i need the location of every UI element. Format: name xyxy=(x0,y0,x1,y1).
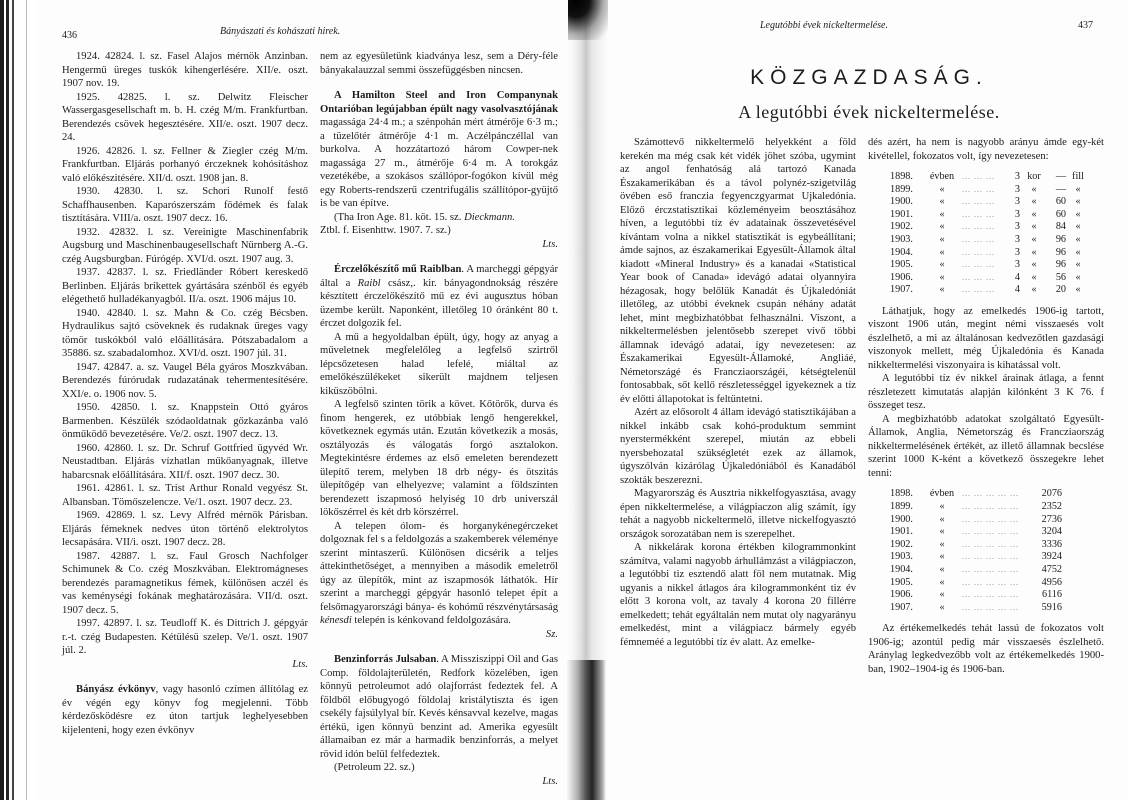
patent-entry: 1932. 42832. l. sz. Vereinigte Maschinenfabrik Augsburg und Maschinenbaugesellschaft Nürnberg A.-G. czég Augsburgban. Fúrógép. XVI/d. oszt. 1907 aug. 3. xyxy=(62,226,308,265)
value-row xyxy=(888,526,1064,539)
leader-dots: ... ... ... ... ... xyxy=(962,489,1019,499)
year-unit: « xyxy=(939,233,945,245)
year-unit: « xyxy=(939,208,945,220)
korona-unit: « xyxy=(1031,221,1037,233)
article-paragraph: Láthatjuk, hogy az emelkedés 1906-ig tartott, viszont 1906 után, megint némi visszaesés volt észlelhető, a mi az általánosan kedvezőtlen gazdasági viszonyok mellett, még Újkaledónia és Kanada nikkeltermelési viszonyaira is kihatással volt. xyxy=(868,305,1104,371)
right-column-1 xyxy=(620,136,856,649)
year-unit: « xyxy=(939,551,945,563)
leader-dots: ... ... ... xyxy=(962,209,995,219)
value-row xyxy=(888,589,1064,602)
production-value: 6116 xyxy=(1042,589,1062,601)
filler-value: 60 xyxy=(1055,208,1066,220)
leader-dots: ... ... ... ... ... xyxy=(962,565,1019,574)
hamilton-text: magassága 24·4 m.; a szénpohán mért átmérője 6·3 m.; a tüzelőtér átmérője 4·1 m. Aczélpánczéllal van burkolva. A hozzátartozó három Cowper-nek magassága 27 m., átmérője 6·4 m. A torokgáz vezetékébe, a szokásos szállópor-fogókon kívül még egy Roberts-rendszerű czentrifugális szállítópor-gyüjtő is be van építve. xyxy=(320,117,558,209)
korona-unit: « xyxy=(1031,208,1037,220)
value-row xyxy=(888,551,1064,564)
patent-entry: 1940. 42840. l. sz. Mahn & Co. czég Bécsben. Hydraulikus sajtó csöveknek és rudaknak üreges vagy tömör tuskókból való előállítására. Pótszabadalom a 35886. sz. szabadalomhoz. XVI/d. oszt. 1907 júl. 31. xyxy=(62,307,308,359)
filler-value: 56 xyxy=(1055,271,1066,283)
filler-value: 96 xyxy=(1055,233,1066,245)
patent-entry: 1937. 42837. l. sz. Friedländer Róbert kereskedő Berlinben. Eljárás brikettek gyártására szénből és egyéb elégethető hulladékanyagból. II/a. oszt. 1906 május 10. xyxy=(62,267,308,305)
filler-value: — xyxy=(1055,171,1066,182)
korona-value: 3 xyxy=(1014,196,1020,208)
leader-dots: ... ... ... ... ... xyxy=(962,527,1019,537)
filler-value: 96 xyxy=(1055,259,1066,271)
article-paragraph: A megbizhatóbb adatokat szolgáltató Egyesült-Államok, Anglia, Németország és Francziaország nikkeltermelésének értékét, az illető államnak becslése szerint 1000 K-ként a következő összegekre lehet tenni: xyxy=(868,413,1104,479)
korona-value: 4 xyxy=(1014,271,1020,283)
hamilton-source-2: Ztbl. f. Eisenhttw. 1907. 7. sz.) xyxy=(320,225,451,236)
raibl-place: Raibl xyxy=(357,277,381,289)
korona-unit: « xyxy=(1031,284,1037,296)
raibl-place: kénesdi xyxy=(320,615,352,626)
patent-entry: 1987. 42887. l. sz. Faul Grosch Nachfolger Schimunek & Co. czég Moszkvában. Elektromágneses berendezés paramagnetikus fémek, különösen aczél és vas keménységi fokának meghatározására. VII/d. oszt. 1907 decz. 5. xyxy=(62,550,308,616)
leader-dots: ... ... ... ... ... xyxy=(962,502,1019,512)
leader-dots: ... ... ... ... ... xyxy=(962,602,1019,612)
production-value: 4956 xyxy=(1041,576,1062,588)
year-unit: « xyxy=(939,501,945,513)
year: 1904. xyxy=(890,564,913,575)
left-page xyxy=(36,0,566,800)
leader-dots: ... ... ... xyxy=(962,247,995,257)
year: 1898. xyxy=(890,171,913,182)
right-column-2 xyxy=(868,136,1104,676)
year: 1899. xyxy=(890,183,913,195)
year: 1898. xyxy=(890,488,913,500)
page-number: 436 xyxy=(62,30,77,41)
korona-value: 3 xyxy=(1014,171,1020,182)
year: 1902. xyxy=(890,221,913,233)
patent-entry: 1926. 42826. l. sz. Fellner & Ziegler czég M/m. Frankfurtban. Eljárás porhanyó érczeknek kohósításhoz való előkészitésére. XII/d. oszt. 1908 jan. 8. xyxy=(62,145,308,184)
production-value: 3924 xyxy=(1041,551,1062,563)
year-unit: « xyxy=(939,259,945,271)
raibl-text: A telepen ólom- és horganykénegérczeket dolgoznak fel s a feldolgozás a szakemberek véleménye szerint mintaszerű. Különösen dicsérik a teljes áttekinthetőséget, a mennyiben a második emeletről úgy az ülepítők, mint az iszapmosók láthatók. Hír szerint a marcheggi gépgyár hasonló telepet épít a felsőmagyarországi bánya- és kohómű részvénytársaság xyxy=(320,520,558,613)
article-paragraph: Számottevő nikkeltermelő helyekként a föld kerekén ma még csak két vidék jöhet szóba, ugymint az angol fenhatóság alá tartozó Kanada Északamerikában és a távol polynéz-szigetvilág övében eső franczia fegyenczgyarmat Ujkaledónia. Előző érczstatisztikai közleményeim beosztásához híven, a legutóbbi tíz év adatainak összevetésével kívántam volna a nikkel statisztikát is egybeállítani; ámde sajnos, az északamerikai Egyesült-Államok által kiadott «Mineral Industry» és a kanadai «Statistical Year book of Canada» idevágó adatai olyannyira hézagosak, hogy belőlük Kanadát és Újkaledóniát illetőleg, az utóbbi éveknek csupán néhány adatát lehet, mint megbizhatóbbat felhasználni. Viszont, a nikkeltermelésben jelentősebb szerepet vivő többi államnak idevágó adatai, így nevezetesen: az Északamerikai Egyesült-Államoké, Angliáé, Németországé és Francziaországéi, kétségtelenül fontosabbak, sőt kellő részletességgel igyekeznek a tíz év előtti állapotokat is feltüntetni. xyxy=(620,137,856,405)
korona-unit: « xyxy=(1031,271,1037,283)
value-row xyxy=(888,501,1064,514)
leader-dots: ... ... ... xyxy=(962,172,995,181)
filler-value: 84 xyxy=(1055,221,1066,233)
leader-dots: ... ... ... xyxy=(962,197,995,207)
hamilton-article xyxy=(320,89,558,211)
benzin-source: (Petroleum 22. sz.) xyxy=(334,762,415,773)
year-unit: « xyxy=(939,538,945,550)
benzin-article xyxy=(320,653,558,761)
filler-value: 60 xyxy=(1055,196,1066,208)
year-unit: « xyxy=(939,246,945,258)
leader-dots: ... ... ... ... ... xyxy=(962,590,1019,600)
price-row xyxy=(888,272,1088,285)
year: 1903. xyxy=(890,551,913,563)
price-row xyxy=(888,171,1088,184)
leader-dots: ... ... ... ... ... xyxy=(962,514,1019,524)
year: 1905. xyxy=(890,259,913,271)
price-row xyxy=(888,284,1088,297)
year-unit: « xyxy=(939,526,945,538)
patent-entry: 1947. 42847. a. sz. Vaugel Béla gyáros Moszkvában. Berendezés fúrórudak rudazatának tehermentesítésére. XXI/e. o. 1906 nov. 5. xyxy=(62,361,308,400)
right-page xyxy=(610,0,1128,800)
raibl-title: Érczelőkészítő mű Raiblban xyxy=(334,264,462,275)
korona-value: 3 xyxy=(1014,183,1020,195)
nickel-price-table xyxy=(888,171,1088,297)
running-head: Bányászati és kohászati hirek. xyxy=(220,26,341,37)
patent-entry: 1969. 42869. l. sz. Levy Alfréd mérnök Párisban. Eljárás fémeknek nedves úton történő elektrolytos lecsapására. VII/i. oszt. 1907 decz. 28. xyxy=(62,510,308,548)
filler-unit: « xyxy=(1075,246,1081,258)
production-value: 2076 xyxy=(1041,488,1062,500)
year: 1905. xyxy=(890,576,913,588)
left-column-1 xyxy=(62,50,308,737)
article-paragraph: A nikkelárak korona értékben kilogrammonkint számítva, valami nagyobb árhullámzást a világpiaczon, a legutóbbi tiz esztendő alatt föl nem mutatnak. Mig ugyanis a nikkel átlagos ára kilogrammonként tiz év előtt 3 korona volt, az tavaly 4 korona 20 fillérre emelkedett; tehát egyáltalán nem mutat oly nagyarányu emelkedést, mint a világpiacz bármely egyéb fémneméé a legutóbbi tíz év alatt. Az emelke- xyxy=(620,542,856,648)
leader-dots: ... ... ... ... ... xyxy=(962,539,1019,549)
patent-entry: 1997. 42897. l. sz. Teudloff K. és Dittrich J. gépgyár r.-t. czég Budapesten. Kétülésü szelep. Ve/1. oszt. 1907 júl. 2. xyxy=(62,618,308,656)
korona-unit: « xyxy=(1031,233,1037,245)
year-unit: « xyxy=(939,284,945,296)
year-unit: « xyxy=(939,564,945,575)
patent-entry: 1950. 42850. l. sz. Knappstein Ottó gyáros Barmenben. Készülék szódaoldatnak gőzkazánba való önműködő bevezetésére. Ve/2. oszt. 1907 decz. 13. xyxy=(62,402,308,440)
production-value: 3336 xyxy=(1041,538,1062,550)
leader-dots: ... ... ... xyxy=(962,285,995,295)
year: 1901. xyxy=(890,526,913,538)
korona-value: 3 xyxy=(1014,208,1020,220)
year-unit: « xyxy=(939,589,945,601)
evkonyv-title: Bányász évkönyv xyxy=(76,684,156,695)
filler-unit: « xyxy=(1075,196,1081,208)
filler-unit: « xyxy=(1075,259,1081,271)
hamilton-source xyxy=(320,211,558,225)
evkonyv-notice xyxy=(62,683,308,737)
year-unit: « xyxy=(939,196,945,208)
leader-dots: ... ... ... ... ... xyxy=(962,577,1019,587)
year: 1901. xyxy=(890,208,913,220)
year-unit: « xyxy=(939,601,945,613)
article-paragraph: Az értékemelkedés tehát lassú de fokozatos volt 1906-ig; azontúl pedig már visszaesés észlelhető. Aránylag legkedvezőbb volt az értékemelkedés 1900-ban, 1902–1904-ig és 1906-ban. xyxy=(868,623,1104,675)
filler-value: 96 xyxy=(1055,246,1066,258)
korona-unit: « xyxy=(1031,183,1037,195)
raibl-text: . A marcheggi gépgyár által a xyxy=(320,264,559,289)
korona-value: 4 xyxy=(1014,284,1020,296)
patent-list xyxy=(62,50,308,671)
year: 1907. xyxy=(890,601,913,613)
signature: Lts. xyxy=(542,238,558,250)
year: 1902. xyxy=(890,538,913,550)
year-unit: évben xyxy=(929,171,955,182)
value-row xyxy=(888,514,1064,527)
leader-dots: ... ... ... xyxy=(962,260,995,270)
year: 1906. xyxy=(890,589,913,601)
korona-unit: « xyxy=(1031,246,1037,258)
running-head: Legutóbbi évek nickeltermelése. xyxy=(760,20,888,31)
value-row xyxy=(888,577,1064,590)
patent-entry: 1924. 42824. l. sz. Fasel Alajos mérnök Anzinban. Hengermű üreges tuskók kihengerlésére. XII/e. oszt. 1907 nov. 19. xyxy=(62,51,308,89)
leader-dots: ... ... ... xyxy=(962,222,995,232)
evkonyv-continued: nem az egyesületünk kiadványa lesz, sem a Déry-féle bányakalauzzal semmi összefüggésben nincsen. xyxy=(320,51,558,76)
scan-shadow xyxy=(568,0,608,40)
value-row xyxy=(888,602,1064,615)
raibl-article xyxy=(320,263,558,331)
year: 1907. xyxy=(890,284,913,296)
page-number: 437 xyxy=(1078,20,1093,31)
raibl-text: telepén is kénkovand feldolgozására. xyxy=(351,615,511,626)
signature: Lts. xyxy=(542,775,558,787)
evkonyv-text: , vagy hasonló czímen állítólag ez év végén egy könyv fog megjelenni. Több kérdezősködésre ez úton tartjuk leghelyesebben kijelenteni, hogy ezen évkönyv xyxy=(62,684,308,736)
raibl-paragraph xyxy=(320,520,558,628)
korona-value: 3 xyxy=(1014,246,1020,258)
filler-unit: « xyxy=(1075,284,1081,296)
raibl-text: csász,. kir. bányagondnokság részére késztített érczelőkészítő mű ez évi augusztus hóban üzembe került. Naponként, illetőleg 10 óránként 80 t. érczet dolgozik fel. xyxy=(320,277,558,329)
value-row xyxy=(888,488,1064,501)
filler-unit: « xyxy=(1075,208,1081,220)
source-text: (Tha Iron Age. 81. köt. 15. sz. xyxy=(334,211,462,223)
article-paragraph: Magyarország és Ausztria nikkelfogyasztása, avagy épen nikkeltermelése, a világpiaczon alig számít, így tehát a nagyobb nickeltermelő, illetve nickelfogyasztó országok sorozatában nem is szerepelhet. xyxy=(620,488,856,540)
korona-unit: « xyxy=(1031,196,1037,208)
patent-entry: 1925. 42825. l. sz. Delwitz Fleischer Wassergasgesellschaft m. b. H. czég M/m. Frankfurtban. Berendezés csövek hegesztésére. XII/e. oszt. 1907 decz. 24. xyxy=(62,91,308,143)
year-unit: « xyxy=(939,513,945,525)
leader-dots: ... ... ... xyxy=(962,184,995,194)
value-row xyxy=(888,539,1064,552)
signature: Lts. xyxy=(292,658,308,670)
patent-entry: 1960. 42860. l. sz. Dr. Schruf Gottfried ügyvéd Wr. Neustadtban. Eljárás vízhatlan műkőanyagnak, illetve habarcsnak előállítására. XII/f. oszt. 1907 decz. 30. xyxy=(62,442,308,481)
leader-dots: ... ... ... ... ... xyxy=(962,552,1019,562)
price-row xyxy=(888,247,1088,260)
production-value: 5916 xyxy=(1041,601,1062,613)
nickel-value-table xyxy=(888,488,1064,614)
leader-dots: ... ... ... xyxy=(962,272,995,282)
filler-unit: « xyxy=(1075,183,1081,195)
year: 1900. xyxy=(890,513,913,525)
filler-unit: « xyxy=(1075,233,1081,245)
article-paragraph: dés azért, ha nem is nagyobb arányu ámde egy-két kivétellel, fokozatos volt, így nevezetesen: xyxy=(868,137,1104,162)
patent-entry: 1961. 42861. l. sz. Trist Arthur Ronald vegyész St. Albansban. Tömőszelencze. Ve/1. oszt. 1907 decz. 23. xyxy=(62,483,308,508)
production-value: 4752 xyxy=(1041,564,1062,575)
article-title: A legutóbbi évek nickeltermelése. xyxy=(738,102,1000,122)
year-unit: « xyxy=(939,576,945,588)
year: 1904. xyxy=(890,246,913,258)
source-author: Dieckmann. xyxy=(464,211,515,223)
korona-value: 3 xyxy=(1014,221,1020,233)
production-value: 2736 xyxy=(1041,513,1062,525)
scan-shadow xyxy=(566,660,606,800)
value-row xyxy=(888,564,1064,577)
price-row xyxy=(888,234,1088,247)
year-unit: « xyxy=(939,183,945,195)
filler-unit: fill xyxy=(1072,171,1084,182)
binding-edge xyxy=(0,0,36,800)
production-value: 3204 xyxy=(1041,526,1062,538)
raibl-paragraph: A mű a hegyoldalban épült, úgy, hogy az anyag a műveletnek megfelelőleg a legfelső szirtről lépcsőzetesen halad lefelé, miáltal az emelőkészülékeket sikerült majdnem teljesen kiküszöbölni. xyxy=(320,331,558,397)
filler-value: — xyxy=(1055,183,1066,195)
price-row xyxy=(888,221,1088,234)
korona-unit: kor xyxy=(1027,171,1041,182)
left-column-2 xyxy=(320,50,558,788)
article-paragraph: Azért az elősorolt 4 állam idevágó statisztikájában a nikkel inkább csak kohó-produktum semmint nyerstermékként szerepel, miután az ebbeli nyersbehozatal szükségletét ezek az államok, úgyszólván kizárólag Újkaledóniából és Kanadából szokták beszerezni. xyxy=(620,407,856,486)
year: 1899. xyxy=(890,501,913,513)
patent-entry: 1930. 42830. l. sz. Schori Runolf festő Schaffhausenben. Kaparószerszám födémek és falak tisztítására. VIII/a. oszt. 1907 decz. 16. xyxy=(62,186,308,224)
korona-unit: « xyxy=(1031,259,1037,271)
price-row xyxy=(888,196,1088,209)
korona-value: 3 xyxy=(1014,259,1020,271)
filler-unit: « xyxy=(1075,221,1081,233)
leader-dots: ... ... ... xyxy=(962,234,995,244)
raibl-paragraph: A legfelső szinten törik a követ. Kőtörők, durva és finom hengerek, ez utóbbiak lengő hengerekkel, következnek egymás után. Ezután következik a mosás, osztályozás és válogatás forgó asztalokon. Megtekintésre érdemes az első emeleten berendezett ülepítő terem, melyben 18 drb négy- és ötszitás ülepítőgép van elhelyezve; valamint a földszinten berendezett iszapmosó helyiség 10 drb universzál lökőszérrel és két drb körszérrel. xyxy=(320,399,558,518)
article-paragraph: A legutóbbi tíz év nikkel árainak átlaga, a fennt részletezett kimutatás alapján kilónként 3 K 76. f összeget tesz. xyxy=(868,373,1104,412)
filler-value: 20 xyxy=(1055,284,1066,296)
section-title: KÖZGAZDASÁG. xyxy=(750,66,988,89)
benzin-text: . A Missziszippi Oil and Gas Comp. földolajterületén, Redfork közelében, igen könnyü petroleumot adó olajforrást fedeztek fel. A földből előbugyogó földolaj kristálytiszta és igen csekély fajsúlylyal bír. Kevés kénsavval kezelve, magas értékü, igen könnyü benzint ad. Amerika egyesült államaiban ez már a harmadik benzinforrás, a melyet rövid idón belül felfedeztek. xyxy=(320,654,558,760)
price-row xyxy=(888,209,1088,222)
year-unit: « xyxy=(939,221,945,233)
year: 1903. xyxy=(890,233,913,245)
filler-unit: « xyxy=(1075,271,1081,283)
hamilton-title: A Hamilton Steel and Iron Companynak Ontarióban legújabban épült nagy vasolvasztójának xyxy=(320,90,558,115)
production-value: 2352 xyxy=(1041,501,1062,513)
year-unit: « xyxy=(939,271,945,283)
signature: Sz. xyxy=(545,628,558,640)
price-row xyxy=(888,184,1088,197)
benzin-title: Benzinforrás Julsaban xyxy=(334,654,437,665)
year-unit: évben xyxy=(929,488,955,500)
price-row xyxy=(888,259,1088,272)
year: 1900. xyxy=(890,196,913,208)
korona-value: 3 xyxy=(1014,233,1020,245)
year: 1906. xyxy=(890,271,913,283)
